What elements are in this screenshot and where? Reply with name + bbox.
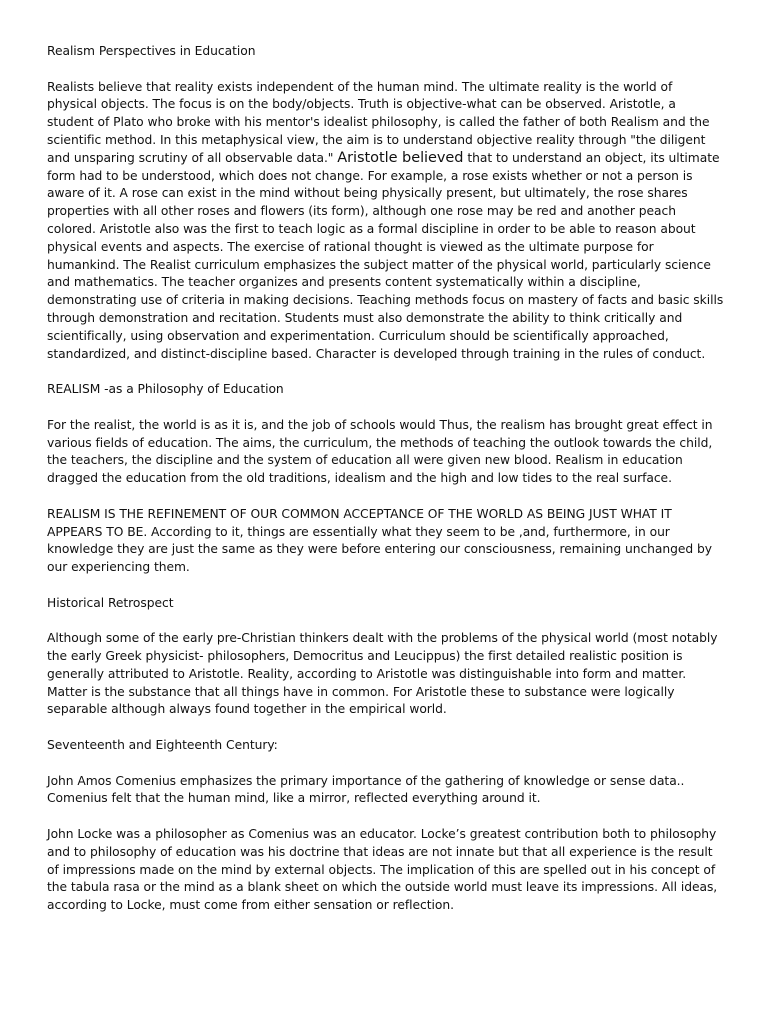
document-page (47, 43, 725, 933)
paragraph-locke: John Locke was a philosopher as Comenius was an educator. Locke’s greatest contribution both to philosophy and to philosophy of education was his doctrine that ideas are not innate but that all experience is the result of impressions made on the mind by external objects. The implication of this are spelled out in his concept of the tabula rasa or the mind as a blank sheet on which the outside world must leave its impressions. All ideas, according to Locke, must come from either sensation or reflection. (47, 827, 718, 913)
heading-realism-perspectives: Realism Perspectives in Education (47, 44, 256, 58)
paragraph-text: that to understand an object, its ultimate form had to be understood, which does not change. For example, a rose exists whether or not a person is aware of it. A rose can exist in the mind without being physically present, but ultimately, the rose shares properties with all other roses and flowers (its form), although one rose may be red and another peach colored. Aristotle also was the first to teach logic as a formal discipline in order to be able to reason about physical events and aspects. The exercise of rational thought is viewed as the ultimate purpose for humankind. The Realist curriculum emphasizes the subject matter of the physical world, particularly science and mathematics. The teacher organizes and presents content systematically within a discipline, demonstrating use of criteria in making decisions. Teaching methods focus on mastery of facts and basic skills through demonstration and recitation. Students must also demonstrate the ability to think critically and scientifically, using observation and experimentation. Curriculum should be scientifically approached, standardized, and distinct-discipline based. Character is developed through training in the rules of conduct. (47, 150, 724, 361)
paragraph-text: Realists believe that reality exists independent of the human mind. The ultimate reality is the world of physical objects. The focus is on the body/objects. Truth is objective-what can be observed. Aristotle, a student of Plato who broke with his mentor's idealist philosophy, is called the father of both Realism and the scientific method. In this metaphysical view, the aim is to understand objective reality through "the diligent and unsparing scrutiny of all observable data." (47, 79, 710, 165)
heading-historical-retrospect: Historical Retrospect (47, 595, 174, 610)
paragraph-realists-believe (47, 79, 725, 364)
heading-seventeenth-century: Seventeenth and Eighteenth Century: (47, 738, 278, 753)
heading-realism-philosophy: REALISM -as a Philosophy of Education (47, 382, 284, 397)
paragraph-early-thinkers: Although some of the early pre-Christian thinkers dealt with the problems of the physical world (most notably the early Greek physicist- philosophers, Democritus and Leucippus) the first detailed realistic position is generally attributed to Aristotle. Reality, according to Aristotle was distinguishable into form and matter. Matter is the substance that all things have in common. For Aristotle these to substance were logically separable although always found together in the empirical world. (47, 631, 718, 717)
paragraph-realism-refinement: REALISM IS THE REFINEMENT OF OUR COMMON ACCEPTANCE OF THE WORLD AS BEING JUST WHAT IT APPEARS TO BE. According to it, things are essentially what they seem to be ,and, furthermore, in our knowledge they are just the same as they were before entering our consciousness, remaining unchanged by our experiencing them. (47, 506, 713, 575)
paragraph-comenius: John Amos Comenius emphasizes the primary importance of the gathering of knowledge or sense data.. Comenius felt that the human mind, like a mirror, reflected everything around it. (47, 773, 685, 806)
paragraph-for-the-realist: For the realist, the world is as it is, and the job of schools would Thus, the realism has brought great effect in various fields of education. The aims, the curriculum, the methods of teaching the outlook towards the child, the teachers, the discipline and the system of education all were given new blood. Realism in education dragged the education from the old traditions, idealism and the high and low tides to the real surface. (47, 417, 713, 486)
emphasized-text: Aristotle believed (337, 149, 464, 166)
